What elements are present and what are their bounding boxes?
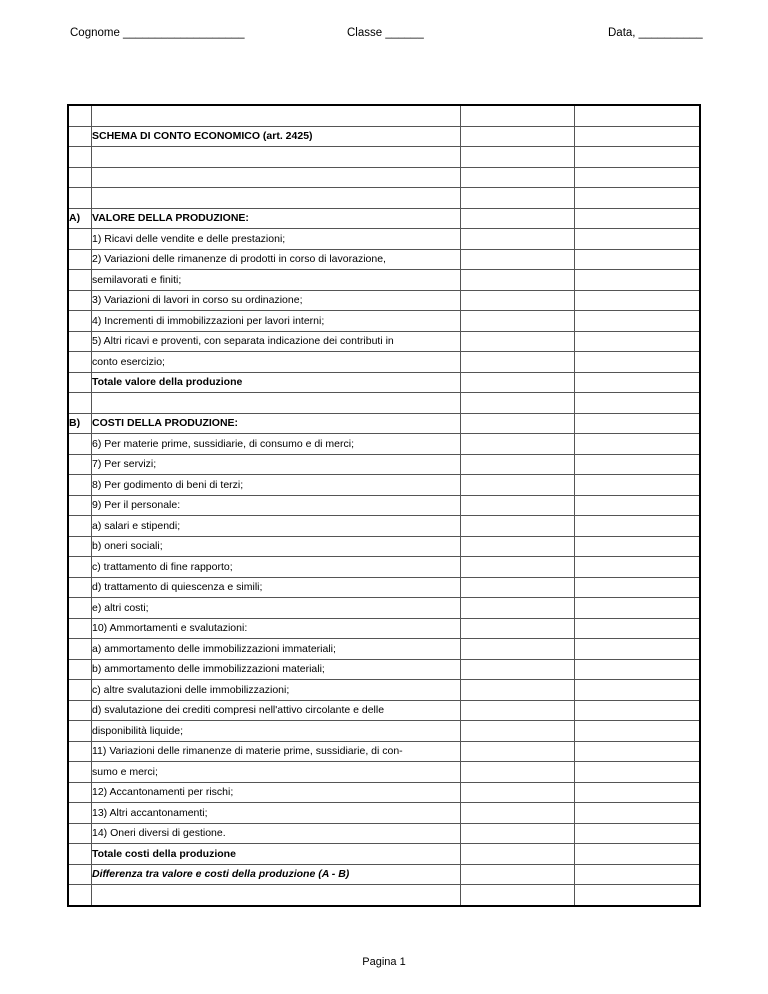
row-code	[68, 290, 92, 311]
amount-cell-total[interactable]	[575, 618, 701, 639]
amount-cell-partial[interactable]	[461, 311, 575, 332]
table-row	[68, 454, 700, 475]
row-code	[68, 147, 92, 168]
amount-cell-partial[interactable]	[461, 618, 575, 639]
table-row	[68, 598, 700, 619]
row-code: A)	[68, 208, 92, 229]
row-code	[68, 434, 92, 455]
table-row	[68, 352, 700, 373]
table-row	[68, 536, 700, 557]
amount-cell-total[interactable]	[575, 885, 701, 906]
row-description: Totale costi della produzione	[92, 844, 461, 865]
page-title: SCHEMA DI CONTO ECONOMICO (art. 2425)	[92, 126, 461, 147]
amount-cell-partial[interactable]	[461, 413, 575, 434]
amount-cell-partial[interactable]	[461, 208, 575, 229]
row-description: COSTI DELLA PRODUZIONE:	[92, 413, 461, 434]
row-code	[68, 249, 92, 270]
table-row	[68, 844, 700, 865]
row-description: 4) Incrementi di immobilizzazioni per lavori interni;	[92, 311, 461, 332]
amount-cell-partial[interactable]	[461, 659, 575, 680]
row-description	[92, 167, 461, 188]
row-description: VALORE DELLA PRODUZIONE:	[92, 208, 461, 229]
row-code	[68, 393, 92, 414]
table-row	[68, 249, 700, 270]
amount-cell-partial[interactable]	[461, 495, 575, 516]
row-code	[68, 721, 92, 742]
amount-cell-total[interactable]	[575, 741, 701, 762]
row-code: B)	[68, 413, 92, 434]
row-description: 14) Oneri diversi di gestione.	[92, 823, 461, 844]
amount-cell-total[interactable]	[575, 434, 701, 455]
amount-cell-total[interactable]	[575, 700, 701, 721]
table-row	[68, 495, 700, 516]
amount-cell-partial[interactable]	[461, 844, 575, 865]
amount-cell-partial[interactable]	[461, 331, 575, 352]
amount-cell-total[interactable]	[575, 639, 701, 660]
row-description	[92, 885, 461, 906]
amount-cell-partial[interactable]	[461, 105, 575, 126]
amount-cell-total[interactable]	[575, 126, 701, 147]
amount-cell-partial[interactable]	[461, 352, 575, 373]
amount-cell-partial[interactable]	[461, 167, 575, 188]
table-row	[68, 188, 700, 209]
row-code	[68, 782, 92, 803]
table-row	[68, 311, 700, 332]
amount-cell-total[interactable]	[575, 413, 701, 434]
row-code	[68, 618, 92, 639]
table-row	[68, 885, 700, 906]
amount-cell-partial[interactable]	[461, 516, 575, 537]
amount-cell-total[interactable]	[575, 311, 701, 332]
amount-cell-total[interactable]	[575, 352, 701, 373]
row-code	[68, 311, 92, 332]
row-description: 12) Accantonamenti per rischi;	[92, 782, 461, 803]
row-code	[68, 105, 92, 126]
table-row	[68, 700, 700, 721]
amount-cell-partial[interactable]	[461, 188, 575, 209]
row-description: c) trattamento di fine rapporto;	[92, 557, 461, 578]
amount-cell-partial[interactable]	[461, 434, 575, 455]
row-description: 6) Per materie prime, sussidiarie, di consumo e di merci;	[92, 434, 461, 455]
row-description: semilavorati e finiti;	[92, 270, 461, 291]
amount-cell-partial[interactable]	[461, 126, 575, 147]
amount-cell-total[interactable]	[575, 270, 701, 291]
amount-cell-total[interactable]	[575, 659, 701, 680]
table-row	[68, 372, 700, 393]
amount-cell-total[interactable]	[575, 680, 701, 701]
amount-cell-partial[interactable]	[461, 803, 575, 824]
amount-cell-partial[interactable]	[461, 864, 575, 885]
table-row	[68, 393, 700, 414]
table-row	[68, 721, 700, 742]
table-row	[68, 577, 700, 598]
row-description: e) altri costi;	[92, 598, 461, 619]
amount-cell-total[interactable]	[575, 454, 701, 475]
row-description: 9) Per il personale:	[92, 495, 461, 516]
row-code	[68, 803, 92, 824]
row-description: sumo e merci;	[92, 762, 461, 783]
row-code	[68, 536, 92, 557]
amount-cell-total[interactable]	[575, 598, 701, 619]
row-code	[68, 229, 92, 250]
row-description: c) altre svalutazioni delle immobilizzazioni;	[92, 680, 461, 701]
amount-cell-partial[interactable]	[461, 721, 575, 742]
amount-cell-partial[interactable]	[461, 680, 575, 701]
amount-cell-partial[interactable]	[461, 885, 575, 906]
amount-cell-total[interactable]	[575, 536, 701, 557]
table-row	[68, 639, 700, 660]
data-field-label: Data, __________	[608, 27, 703, 39]
amount-cell-total[interactable]	[575, 188, 701, 209]
row-code	[68, 270, 92, 291]
row-code	[68, 495, 92, 516]
table-row	[68, 126, 700, 147]
amount-cell-partial[interactable]	[461, 782, 575, 803]
row-code	[68, 331, 92, 352]
table-row	[68, 434, 700, 455]
table-row	[68, 864, 700, 885]
amount-cell-partial[interactable]	[461, 249, 575, 270]
table-row	[68, 290, 700, 311]
row-code	[68, 885, 92, 906]
amount-cell-partial[interactable]	[461, 557, 575, 578]
amount-cell-partial[interactable]	[461, 270, 575, 291]
amount-cell-total[interactable]	[575, 372, 701, 393]
page-number: Pagina 1	[362, 956, 406, 968]
row-code	[68, 762, 92, 783]
row-description: a) ammortamento delle immobilizzazioni immateriali;	[92, 639, 461, 660]
conto-economico-table	[67, 104, 701, 907]
amount-cell-partial[interactable]	[461, 577, 575, 598]
row-code	[68, 823, 92, 844]
table-row	[68, 659, 700, 680]
row-code	[68, 454, 92, 475]
amount-cell-total[interactable]	[575, 844, 701, 865]
row-code	[68, 864, 92, 885]
amount-cell-total[interactable]	[575, 762, 701, 783]
table-row	[68, 803, 700, 824]
row-code	[68, 126, 92, 147]
amount-cell-total[interactable]	[575, 782, 701, 803]
amount-cell-partial[interactable]	[461, 229, 575, 250]
row-description: a) salari e stipendi;	[92, 516, 461, 537]
row-description: 5) Altri ricavi e proventi, con separata indicazione dei contributi in	[92, 331, 461, 352]
amount-cell-partial[interactable]	[461, 454, 575, 475]
row-code	[68, 475, 92, 496]
amount-cell-total[interactable]	[575, 516, 701, 537]
row-description: b) oneri sociali;	[92, 536, 461, 557]
table-row	[68, 167, 700, 188]
row-code	[68, 639, 92, 660]
table-row	[68, 823, 700, 844]
amount-cell-total[interactable]	[575, 557, 701, 578]
row-code	[68, 844, 92, 865]
row-description: 3) Variazioni di lavori in corso su ordinazione;	[92, 290, 461, 311]
row-code	[68, 352, 92, 373]
row-description	[92, 188, 461, 209]
amount-cell-partial[interactable]	[461, 290, 575, 311]
row-code	[68, 557, 92, 578]
table-row	[68, 680, 700, 701]
row-description: d) trattamento di quiescenza e simili;	[92, 577, 461, 598]
amount-cell-total[interactable]	[575, 475, 701, 496]
row-code	[68, 188, 92, 209]
amount-cell-partial[interactable]	[461, 639, 575, 660]
amount-cell-partial[interactable]	[461, 475, 575, 496]
table-row	[68, 618, 700, 639]
table-row	[68, 413, 700, 434]
row-description	[92, 393, 461, 414]
row-code	[68, 167, 92, 188]
table-row	[68, 741, 700, 762]
amount-cell-partial[interactable]	[461, 823, 575, 844]
table-row	[68, 782, 700, 803]
amount-cell-partial[interactable]	[461, 700, 575, 721]
row-code	[68, 700, 92, 721]
row-code	[68, 598, 92, 619]
row-description: 2) Variazioni delle rimanenze di prodotti in corso di lavorazione,	[92, 249, 461, 270]
amount-cell-total[interactable]	[575, 331, 701, 352]
amount-cell-total[interactable]	[575, 167, 701, 188]
row-description: 7) Per servizi;	[92, 454, 461, 475]
row-code	[68, 516, 92, 537]
amount-cell-total[interactable]	[575, 208, 701, 229]
row-description: Totale valore della produzione	[92, 372, 461, 393]
row-description: disponibilità liquide;	[92, 721, 461, 742]
table-row	[68, 208, 700, 229]
table-row	[68, 270, 700, 291]
row-description: 1) Ricavi delle vendite e delle prestazioni;	[92, 229, 461, 250]
table-row	[68, 516, 700, 537]
row-description: 13) Altri accantonamenti;	[92, 803, 461, 824]
table-row	[68, 762, 700, 783]
row-description: conto esercizio;	[92, 352, 461, 373]
amount-cell-partial[interactable]	[461, 393, 575, 414]
row-code	[68, 680, 92, 701]
amount-cell-partial[interactable]	[461, 147, 575, 168]
row-code	[68, 741, 92, 762]
amount-cell-partial[interactable]	[461, 741, 575, 762]
amount-cell-partial[interactable]	[461, 536, 575, 557]
amount-cell-total[interactable]	[575, 249, 701, 270]
amount-cell-total[interactable]	[575, 229, 701, 250]
cognome-field-label: Cognome ___________________	[70, 27, 245, 39]
row-code	[68, 577, 92, 598]
amount-cell-total[interactable]	[575, 721, 701, 742]
amount-cell-partial[interactable]	[461, 598, 575, 619]
amount-cell-total[interactable]	[575, 823, 701, 844]
amount-cell-total[interactable]	[575, 577, 701, 598]
amount-cell-partial[interactable]	[461, 762, 575, 783]
row-description	[92, 105, 461, 126]
classe-field-label: Classe ______	[347, 27, 424, 39]
table-row	[68, 331, 700, 352]
amount-cell-total[interactable]	[575, 290, 701, 311]
table-row	[68, 229, 700, 250]
row-code	[68, 372, 92, 393]
amount-cell-total[interactable]	[575, 803, 701, 824]
amount-cell-partial[interactable]	[461, 372, 575, 393]
row-description: 8) Per godimento di beni di terzi;	[92, 475, 461, 496]
row-code	[68, 659, 92, 680]
amount-cell-total[interactable]	[575, 147, 701, 168]
row-description: 11) Variazioni delle rimanenze di materie prime, sussidiarie, di con-	[92, 741, 461, 762]
table-row	[68, 147, 700, 168]
row-description: d) svalutazione dei crediti compresi nell'attivo circolante e delle	[92, 700, 461, 721]
row-description: Differenza tra valore e costi della produzione (A - B)	[92, 864, 461, 885]
amount-cell-total[interactable]	[575, 495, 701, 516]
table-row	[68, 105, 700, 126]
amount-cell-total[interactable]	[575, 393, 701, 414]
row-description	[92, 147, 461, 168]
table-row	[68, 475, 700, 496]
amount-cell-total[interactable]	[575, 105, 701, 126]
row-description: b) ammortamento delle immobilizzazioni materiali;	[92, 659, 461, 680]
amount-cell-total[interactable]	[575, 864, 701, 885]
table-row	[68, 557, 700, 578]
row-description: 10) Ammortamenti e svalutazioni:	[92, 618, 461, 639]
